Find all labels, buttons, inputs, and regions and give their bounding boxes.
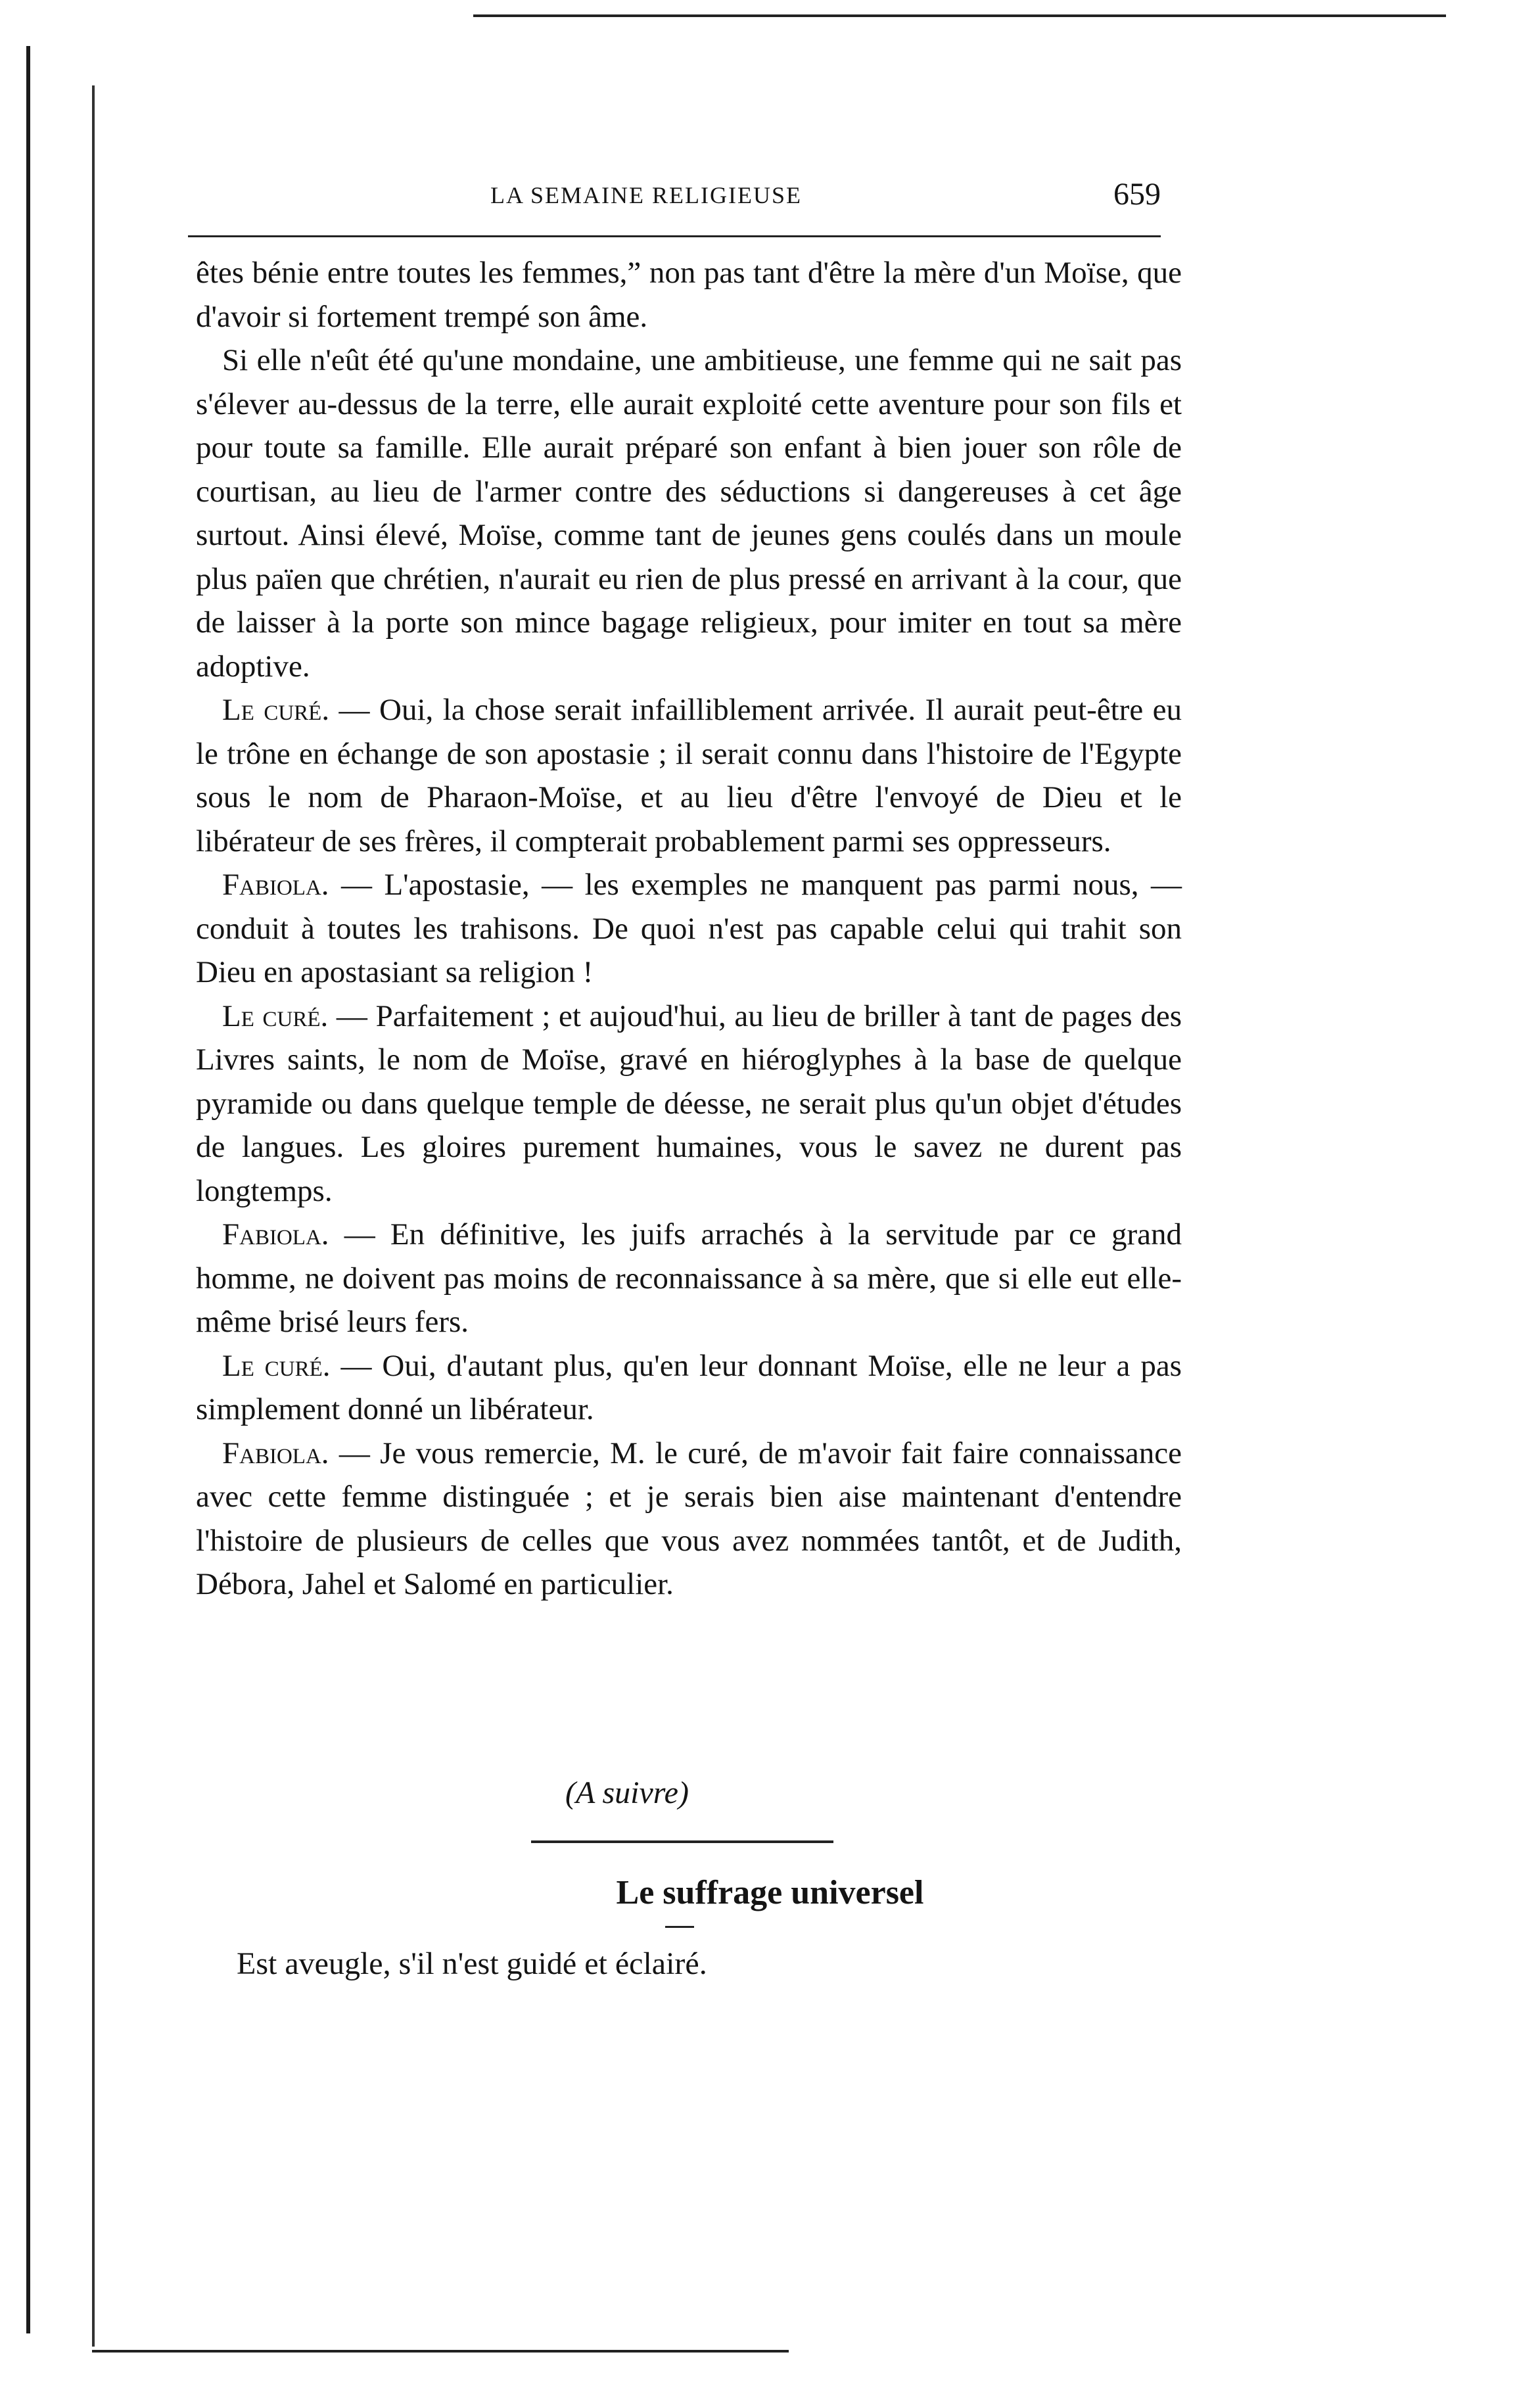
header-rule (188, 235, 1161, 237)
section-separator (531, 1840, 833, 1843)
dialogue-paragraph (196, 688, 1182, 863)
dialogue-text: — L'apostasie, — les exemples ne manquent pas parmi nous, — conduit à toutes les trahisons. De quoi n'est pas capable celui qui trahit son Dieu en apostasiant sa religion ! (196, 868, 1182, 989)
dialogue-text: — Oui, la chose serait infailliblement arrivée. Il aurait peut-être eu le trône en échange de son apostasie ; il serait connu dans l'histoire de l'Egypte sous le nom de Pharaon-Moïse, et au lieu d'être l'envoyé de Dieu et le libérateur de ses frères, il compterait probablement parmi ses oppresseurs. (196, 693, 1182, 858)
to-follow-note: (A suivre) (565, 1775, 689, 1810)
dialogue-paragraph (196, 1432, 1182, 1606)
dialogue-paragraph (196, 1213, 1182, 1344)
binding-edge (26, 46, 30, 2333)
page-number: 659 (1113, 177, 1161, 212)
dialogue-text: — Je vous remercie, M. le curé, de m'avoir fait faire connaissance avec cette femme distinguée ; et je serais bien aise maintenant d'entendre l'histoire de plusieurs de celles que vous avez nommées tantôt, et de Judith, Débora, Jahel et Salomé en particulier. (196, 1436, 1182, 1601)
binding-edge-inner (92, 85, 95, 2347)
running-title: LA SEMAINE RELIGIEUSE (490, 182, 802, 208)
page-header (188, 176, 1161, 222)
dialogue-paragraph (196, 1344, 1182, 1432)
speaker-name: Fabiola. (222, 1436, 329, 1470)
bottom-scan-rule (92, 2350, 789, 2353)
speaker-name: Le curé. (222, 998, 329, 1033)
dialogue-text: — En définitive, les juifs arrachés à la servitude par ce grand homme, ne doivent pas moins de reconnaissance à sa mère, que si elle eut elle-même brisé leurs fers. (196, 1217, 1182, 1339)
body-text (196, 251, 1182, 1606)
article-title: Le suffrage universel (616, 1874, 924, 1911)
dialogue-paragraph (196, 863, 1182, 995)
dialogue-text: — Parfaitement ; et aujoud'hui, au lieu de briller à tant de pages des Livres saints, le nom de Moïse, gravé en hiéroglyphes à la base de quelque pyramide ou dans quelque temple de déesse, ne serait plus qu'un objet d'études de langues. Les gloires purement humaines, vous le savez ne durent pas longtemps. (196, 998, 1182, 1208)
speaker-name: Fabiola. (222, 1217, 329, 1252)
article-line: Est aveugle, s'il n'est guidé et éclairé. (237, 1946, 707, 1981)
dialogue-paragraph (196, 995, 1182, 1213)
top-scan-rule (473, 14, 1446, 17)
speaker-name: Le curé. (222, 1348, 331, 1383)
paragraph-text: Si elle n'eût été qu'une mondaine, une ambitieuse, une femme qui ne sait pas s'élever au-dessus de la terre, elle aurait exploité cette aventure pour son fils et pour toute sa famille. Elle aurait préparé son enfant à bien jouer son rôle de courtisan, au lieu de l'armer contre des séductions si dangereuses à cet âge surtout. Ainsi élevé, Moïse, comme tant de jeunes gens coulés dans un moule plus païen que chrétien, n'aurait eu rien de plus pressé en arrivant à la cour, que de laisser à la porte son mince bagage religieux, pour imiter en tout sa mère adoptive. (196, 343, 1182, 684)
paragraph (196, 339, 1182, 688)
paragraph-text: êtes bénie entre toutes les femmes,” non pas tant d'être la mère d'un Moïse, que d'avoir si fortement trempé son âme. (196, 256, 1182, 334)
paragraph (196, 251, 1182, 339)
title-rule (665, 1926, 694, 1928)
speaker-name: Fabiola. (222, 868, 329, 902)
speaker-name: Le curé. (222, 693, 330, 727)
dialogue-text: — Oui, d'autant plus, qu'en leur donnant Moïse, elle ne leur a pas simplement donné un libérateur. (196, 1348, 1182, 1426)
